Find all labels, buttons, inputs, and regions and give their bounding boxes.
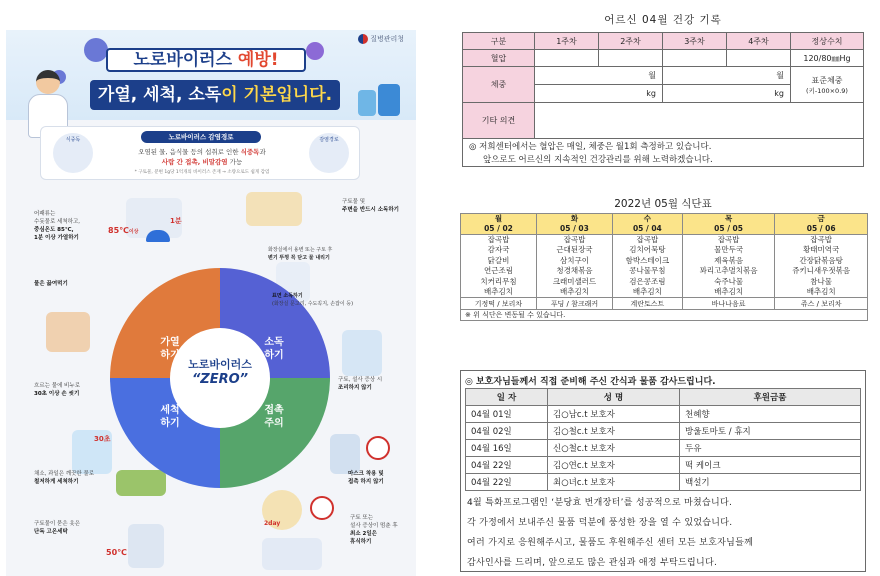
flame-icon [146, 230, 170, 242]
tip-boil-water: 물은 끓여먹기 [34, 281, 68, 287]
menu-item: 숙주나물 [682, 277, 775, 288]
tip-toilet: 화장실에서 용변 또는 구토 후 변기 뚜껑 꼭 닫고 물 내리기 [268, 247, 333, 261]
menu-snack: 푸딩 / 참크래커 [536, 298, 612, 310]
menu-snack: 기정떡 / 보리차 [461, 298, 537, 310]
donation-heading: ◎ 보호자님들께서 직접 준비해 주신 간식과 물품 감사드립니다. [465, 377, 716, 387]
boiling-kettle-illustration [46, 312, 90, 352]
donation-date: 04월 22일 [466, 457, 548, 474]
poster-title: 노로바이러스 예방! [106, 48, 306, 72]
tip-laundry: 구토물이 묻은 옷은 단독 고온세탁 [34, 521, 81, 535]
donation-item: 천혜향 [680, 406, 861, 423]
health-notice-1: ◎ 저희센터에서는 혈압은 매일, 체중은 월1회 측정하고 있습니다. [463, 139, 864, 153]
donation-item: 두유 [680, 440, 861, 457]
menu-title: 2022년 05월 식단표 [614, 198, 712, 210]
col-date: 일 자 [466, 389, 548, 406]
table-row [466, 474, 861, 491]
menu-item: 치커리무침 [461, 277, 537, 288]
tip-no-cooking: 구토, 설사 증상 시 조리하지 않기 [338, 377, 383, 391]
menu-item: 함박스테이크 [612, 256, 682, 267]
virus-icon [84, 38, 108, 62]
menu-item: 배추김치 [775, 287, 868, 298]
menu-item: 잡곡밥 [536, 235, 612, 246]
tip-hand-wash: 흐르는 물에 비누로 30초 이상 손 씻기 [34, 383, 81, 397]
menu-item: 연근조림 [461, 266, 537, 277]
menu-day: 목 [682, 214, 775, 225]
menu-snack: 쥬스 / 보리차 [775, 298, 868, 310]
menu-item: 황태미역국 [775, 245, 868, 256]
menu-snack: 계란토스트 [612, 298, 682, 310]
donation-date: 04월 01일 [466, 406, 548, 423]
cleaning-illustration [246, 192, 302, 226]
health-record-title: 어르신 04월 건강 기록 [604, 14, 722, 26]
menu-item: 청경채볶음 [536, 266, 612, 277]
menu-item: 배추김치 [461, 287, 537, 298]
sick-person-illustration [330, 434, 360, 474]
tip-vomit-disinfect: 구토물 및 주변을 반드시 소독하기 [342, 199, 399, 213]
menu-item: 배추김치 [612, 287, 682, 298]
menu-item: 크래미샐러드 [536, 277, 612, 288]
row-weight: 체중 [463, 67, 535, 103]
menu-item: 참나물 [775, 277, 868, 288]
tip-shellfish: 어패류는 수돗물로 세척하고, 중심온도 85℃, 1분 이상 가열하기 [34, 211, 81, 241]
table-row [466, 423, 861, 440]
no-contact-icon [310, 496, 334, 520]
menu-day: 수 [612, 214, 682, 225]
weight-month-1: 월 [535, 67, 663, 85]
menu-item: 삼치구이 [536, 256, 612, 267]
bp-week-1 [535, 50, 599, 67]
menu-item: 감자국 [461, 245, 537, 256]
route-text-2: 사람 간 접촉, 비말감염 가능 [161, 158, 243, 166]
donation-date: 04월 16일 [466, 440, 548, 457]
tip-mask: 마스크 착용 및 접촉 하지 않기 [348, 471, 384, 485]
menu-item: 잡곡밥 [682, 235, 775, 246]
faucet-illustration [342, 330, 382, 376]
washing-machine-illustration [128, 524, 164, 568]
col-week-1: 1주차 [535, 33, 599, 50]
row-other-opinion: 기타 의견 [463, 103, 535, 139]
time-30s-badge: 30초 [94, 435, 111, 443]
no-cooking-icon [366, 436, 390, 460]
menu-item: 검은콩조림 [612, 277, 682, 288]
soap-bottles-illustration [358, 80, 402, 116]
col-category: 구분 [463, 33, 535, 50]
table-row [466, 440, 861, 457]
route-tag: 노로바이러스 감염경로 [141, 131, 261, 143]
norovirus-poster [6, 30, 416, 576]
donor-name: 김○철c.t 보호자 [548, 423, 680, 440]
tip-surface: 표면 소독하기 (화장실 문고리, 수도꼭지, 손잡이 등) [272, 293, 354, 307]
donor-name: 김○남c.t 보호자 [548, 406, 680, 423]
meal-menu-table [460, 213, 868, 321]
donation-section [460, 370, 866, 572]
health-notice-2: 앞으로도 어르신의 지속적인 건강관리를 위해 노력하겠습니다. [463, 153, 864, 167]
infection-route-box [40, 126, 360, 180]
col-week-4: 4주차 [727, 33, 791, 50]
menu-item: 꽈리고추멸치볶음 [682, 266, 775, 277]
donation-table [465, 388, 861, 491]
row-blood-pressure: 혈압 [463, 50, 535, 67]
bp-week-3 [663, 50, 727, 67]
weight-month-2: 월 [663, 67, 791, 85]
weight-kg-2: kg [663, 85, 791, 103]
menu-item: 배추김치 [536, 287, 612, 298]
donation-item: 방울토마토 / 휴지 [680, 423, 861, 440]
other-opinion-value [535, 103, 864, 139]
menu-note: ※ 위 식단은 변동될 수 있습니다. [461, 310, 868, 321]
donor-name: 최○녀c.t 보호자 [548, 474, 680, 491]
menu-item: 잡곡밥 [461, 235, 537, 246]
menu-item: 제육볶음 [682, 256, 775, 267]
table-row [466, 406, 861, 423]
col-name: 성 명 [548, 389, 680, 406]
segment-contact: 접촉 주의 [264, 405, 284, 429]
menu-date: 05 / 03 [536, 224, 612, 235]
menu-item: 콩나물무침 [612, 266, 682, 277]
donation-date: 04월 22일 [466, 474, 548, 491]
col-donation: 후원금품 [680, 389, 861, 406]
food-illustration: 식중독 [53, 133, 93, 173]
contact-illustration: 감염경로 [309, 133, 349, 173]
menu-item: 배추김치 [682, 287, 775, 298]
tip-vegetables: 채소, 과일은 깨끗한 물로 철저하게 세척하기 [34, 471, 95, 485]
menu-date: 05 / 04 [612, 224, 682, 235]
donation-message: 4월 특화프로그램인 ‘분당효 번개장터’를 성공적으로 마쳤습니다. 각 가정에서 보내주신 물품 덕분에 풍성한 장을 열 수 있었습니다. 여러 가지로 응원해주시고, 물품도 후원해주신 센터 모든 보호자님들께 감사인사를 드리며, 앞으로도 많은 관심과 애정 부탁드립니다. [467, 498, 754, 568]
menu-item: 간장닭볶음탕 [775, 256, 868, 267]
standard-weight: 표준체중 (키-100×0.9) [791, 67, 864, 103]
virus-icon [306, 42, 324, 60]
wheel-slogan: “ZERO” [191, 372, 249, 387]
menu-snack: 바나나음료 [682, 298, 775, 310]
menu-item: 잡곡밥 [612, 235, 682, 246]
menu-item: 근대된장국 [536, 245, 612, 256]
menu-day: 월 [461, 214, 537, 225]
weight-kg-1: kg [535, 85, 663, 103]
menu-item: 잡곡밥 [775, 235, 868, 246]
segment-disinfect: 소독 하기 [264, 337, 284, 361]
two-day-badge: 2day [264, 520, 281, 527]
menu-date: 05 / 06 [775, 224, 868, 235]
menu-item: 김치어묵탕 [612, 245, 682, 256]
segment-heat: 가열 하기 [160, 337, 180, 361]
poster-subtitle: 가열, 세척, 소독이 기본입니다. [90, 80, 340, 110]
tip-rest: 구토 또는 설사 증상이 멈춘 후 최소 2일은 휴식하기 [350, 515, 398, 545]
resting-person-illustration [262, 538, 322, 570]
menu-item: 물만두국 [682, 245, 775, 256]
ministry-logo: 질병관리청 [358, 34, 410, 50]
table-row [466, 457, 861, 474]
menu-date: 05 / 05 [682, 224, 775, 235]
wheel-title: 노로바이러스 [188, 358, 252, 371]
col-week-3: 3주차 [663, 33, 727, 50]
menu-day: 금 [775, 214, 868, 225]
time-1min-badge: 1분 [170, 217, 182, 225]
health-record-table [462, 32, 864, 167]
segment-wash: 세척 하기 [160, 405, 180, 429]
menu-item: 쥬키니새우젓볶음 [775, 266, 868, 277]
col-normal-value: 정상수치 [791, 33, 864, 50]
menu-day: 화 [536, 214, 612, 225]
donor-name: 신○철c.t 보호자 [548, 440, 680, 457]
bp-week-4 [727, 50, 791, 67]
temp-85-badge: 85℃이상 [108, 226, 139, 235]
route-text-1: 오염된 물, 음식물 등의 섭취로 인한 식중독과 [138, 148, 266, 156]
bp-week-2 [599, 50, 663, 67]
vegetables-illustration [116, 470, 166, 496]
donation-item: 떡 케이크 [680, 457, 861, 474]
route-note: * 구토물, 분변 1g당 1억개의 바이러스 존재 → 소량으로도 쉽게 감염 [134, 170, 270, 175]
menu-date: 05 / 02 [461, 224, 537, 235]
menu-item: 닭갈비 [461, 256, 537, 267]
col-week-2: 2주차 [599, 33, 663, 50]
donation-date: 04월 02일 [466, 423, 548, 440]
donation-item: 백설기 [680, 474, 861, 491]
temp-50-badge: 50℃ [106, 548, 127, 557]
donor-name: 김○연c.t 보호자 [548, 457, 680, 474]
bp-normal: 120/80㎜Hg [791, 50, 864, 67]
